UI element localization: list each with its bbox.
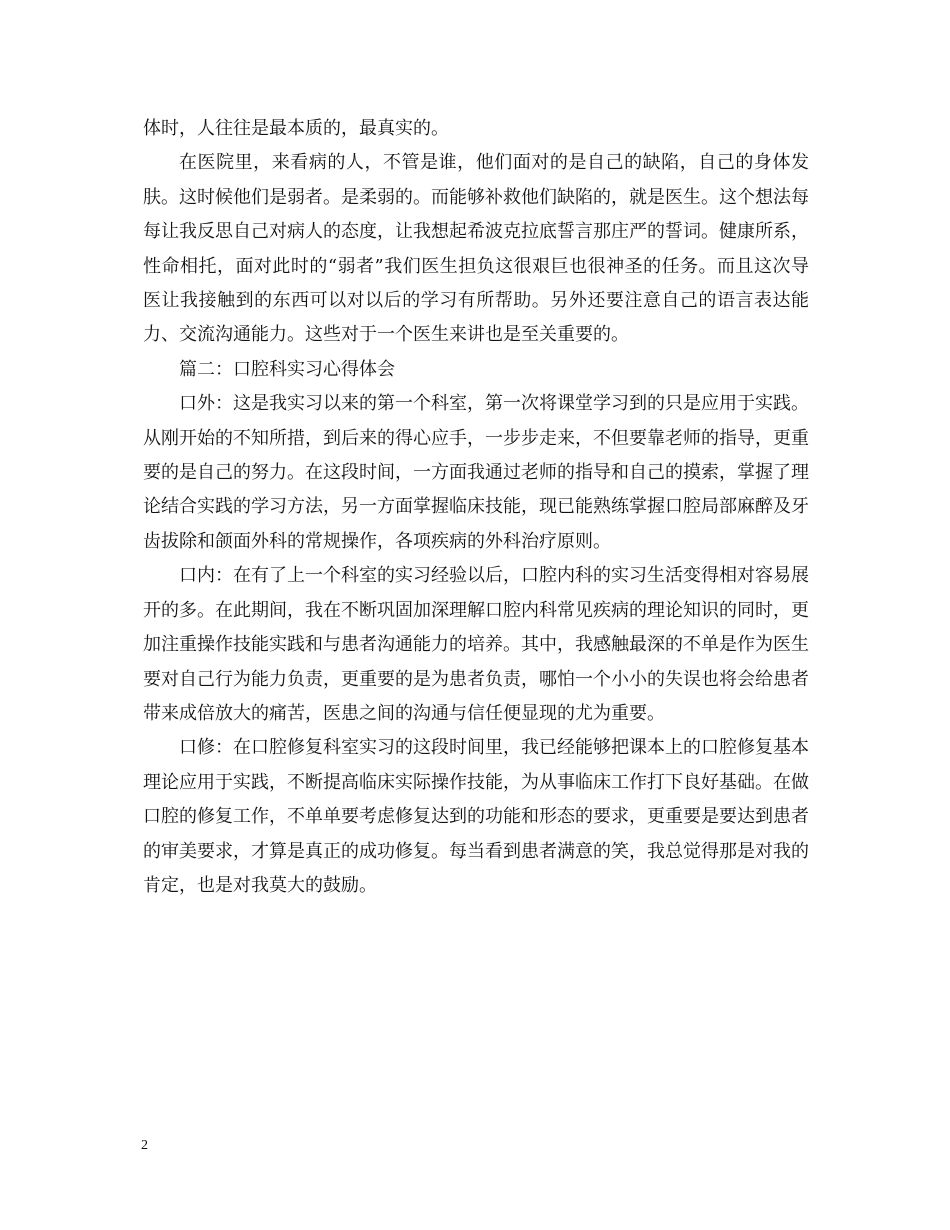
paragraph-prosthodontics: 口修：在口腔修复科室实习的这段时间里，我已经能够把课本上的口腔修复基本理论应用于实践，不断提高临床实际操作技能，为从事临床工作打下良好基础。在做口腔的修复工作，不单单要考虑修复达到的功能和形态的要求，更重要是要达到患者的审美要求，才算是真正的成功修复。每当看到患者满意的笑，我总觉得那是对我的肯定，也是对我莫大的鼓励。 <box>143 737 809 896</box>
section-heading: 篇二：口腔科实习心得体会 <box>179 358 395 380</box>
page-number: 2 <box>141 1138 148 1153</box>
paragraph-continuation: 体时，人往往是最本质的，最真实的。 <box>143 118 449 139</box>
document-body <box>143 112 809 903</box>
paragraph-hospital-reflection: 在医院里，来看病的人，不管是谁，他们面对的是自己的缺陷，自己的身体发肤。这时候他们是弱者。是柔弱的。而能够补救他们缺陷的，就是医生。这个想法每每让我反思自己对病人的态度，让我想起希波克拉底誓言那庄严的誓词。健康所系，性命相托，面对此时的“弱者”我们医生担负这很艰巨也很神圣的任务。而且这次导医让我接触到的东西可以对以后的学习有所帮助。另外还要注意自己的语言表达能力、交流沟通能力。这些对于一个医生来讲也是至关重要的。 <box>143 152 809 346</box>
paragraph-oral-surgery: 口外：这是我实习以来的第一个科室，第一次将课堂学习到的只是应用于实践。从刚开始的不知所措，到后来的得心应手，一步步走来，不但要靠老师的指导，更重要的是自己的努力。在这段时间，一方面我通过老师的指导和自己的摸索，掌握了理论结合实践的学习方法，另一方面掌握临床技能，现已能熟练掌握口腔局部麻醉及牙齿拔除和颌面外科的常规操作，各项疾病的外科治疗原则。 <box>143 393 809 552</box>
paragraph-oral-medicine: 口内：在有了上一个科室的实习经验以后，口腔内科的实习生活变得相对容易展开的多。在此期间，我在不断巩固加深理解口腔内科常见疾病的理论知识的同时，更加注重操作技能实践和与患者沟通能力的培养。其中，我感触最深的不单是作为医生要对自己行为能力负责，更重要的是为患者负责，哪怕一个小小的失误也将会给患者带来成倍放大的痛苦，医患之间的沟通与信任便显现的尤为重要。 <box>143 565 809 724</box>
